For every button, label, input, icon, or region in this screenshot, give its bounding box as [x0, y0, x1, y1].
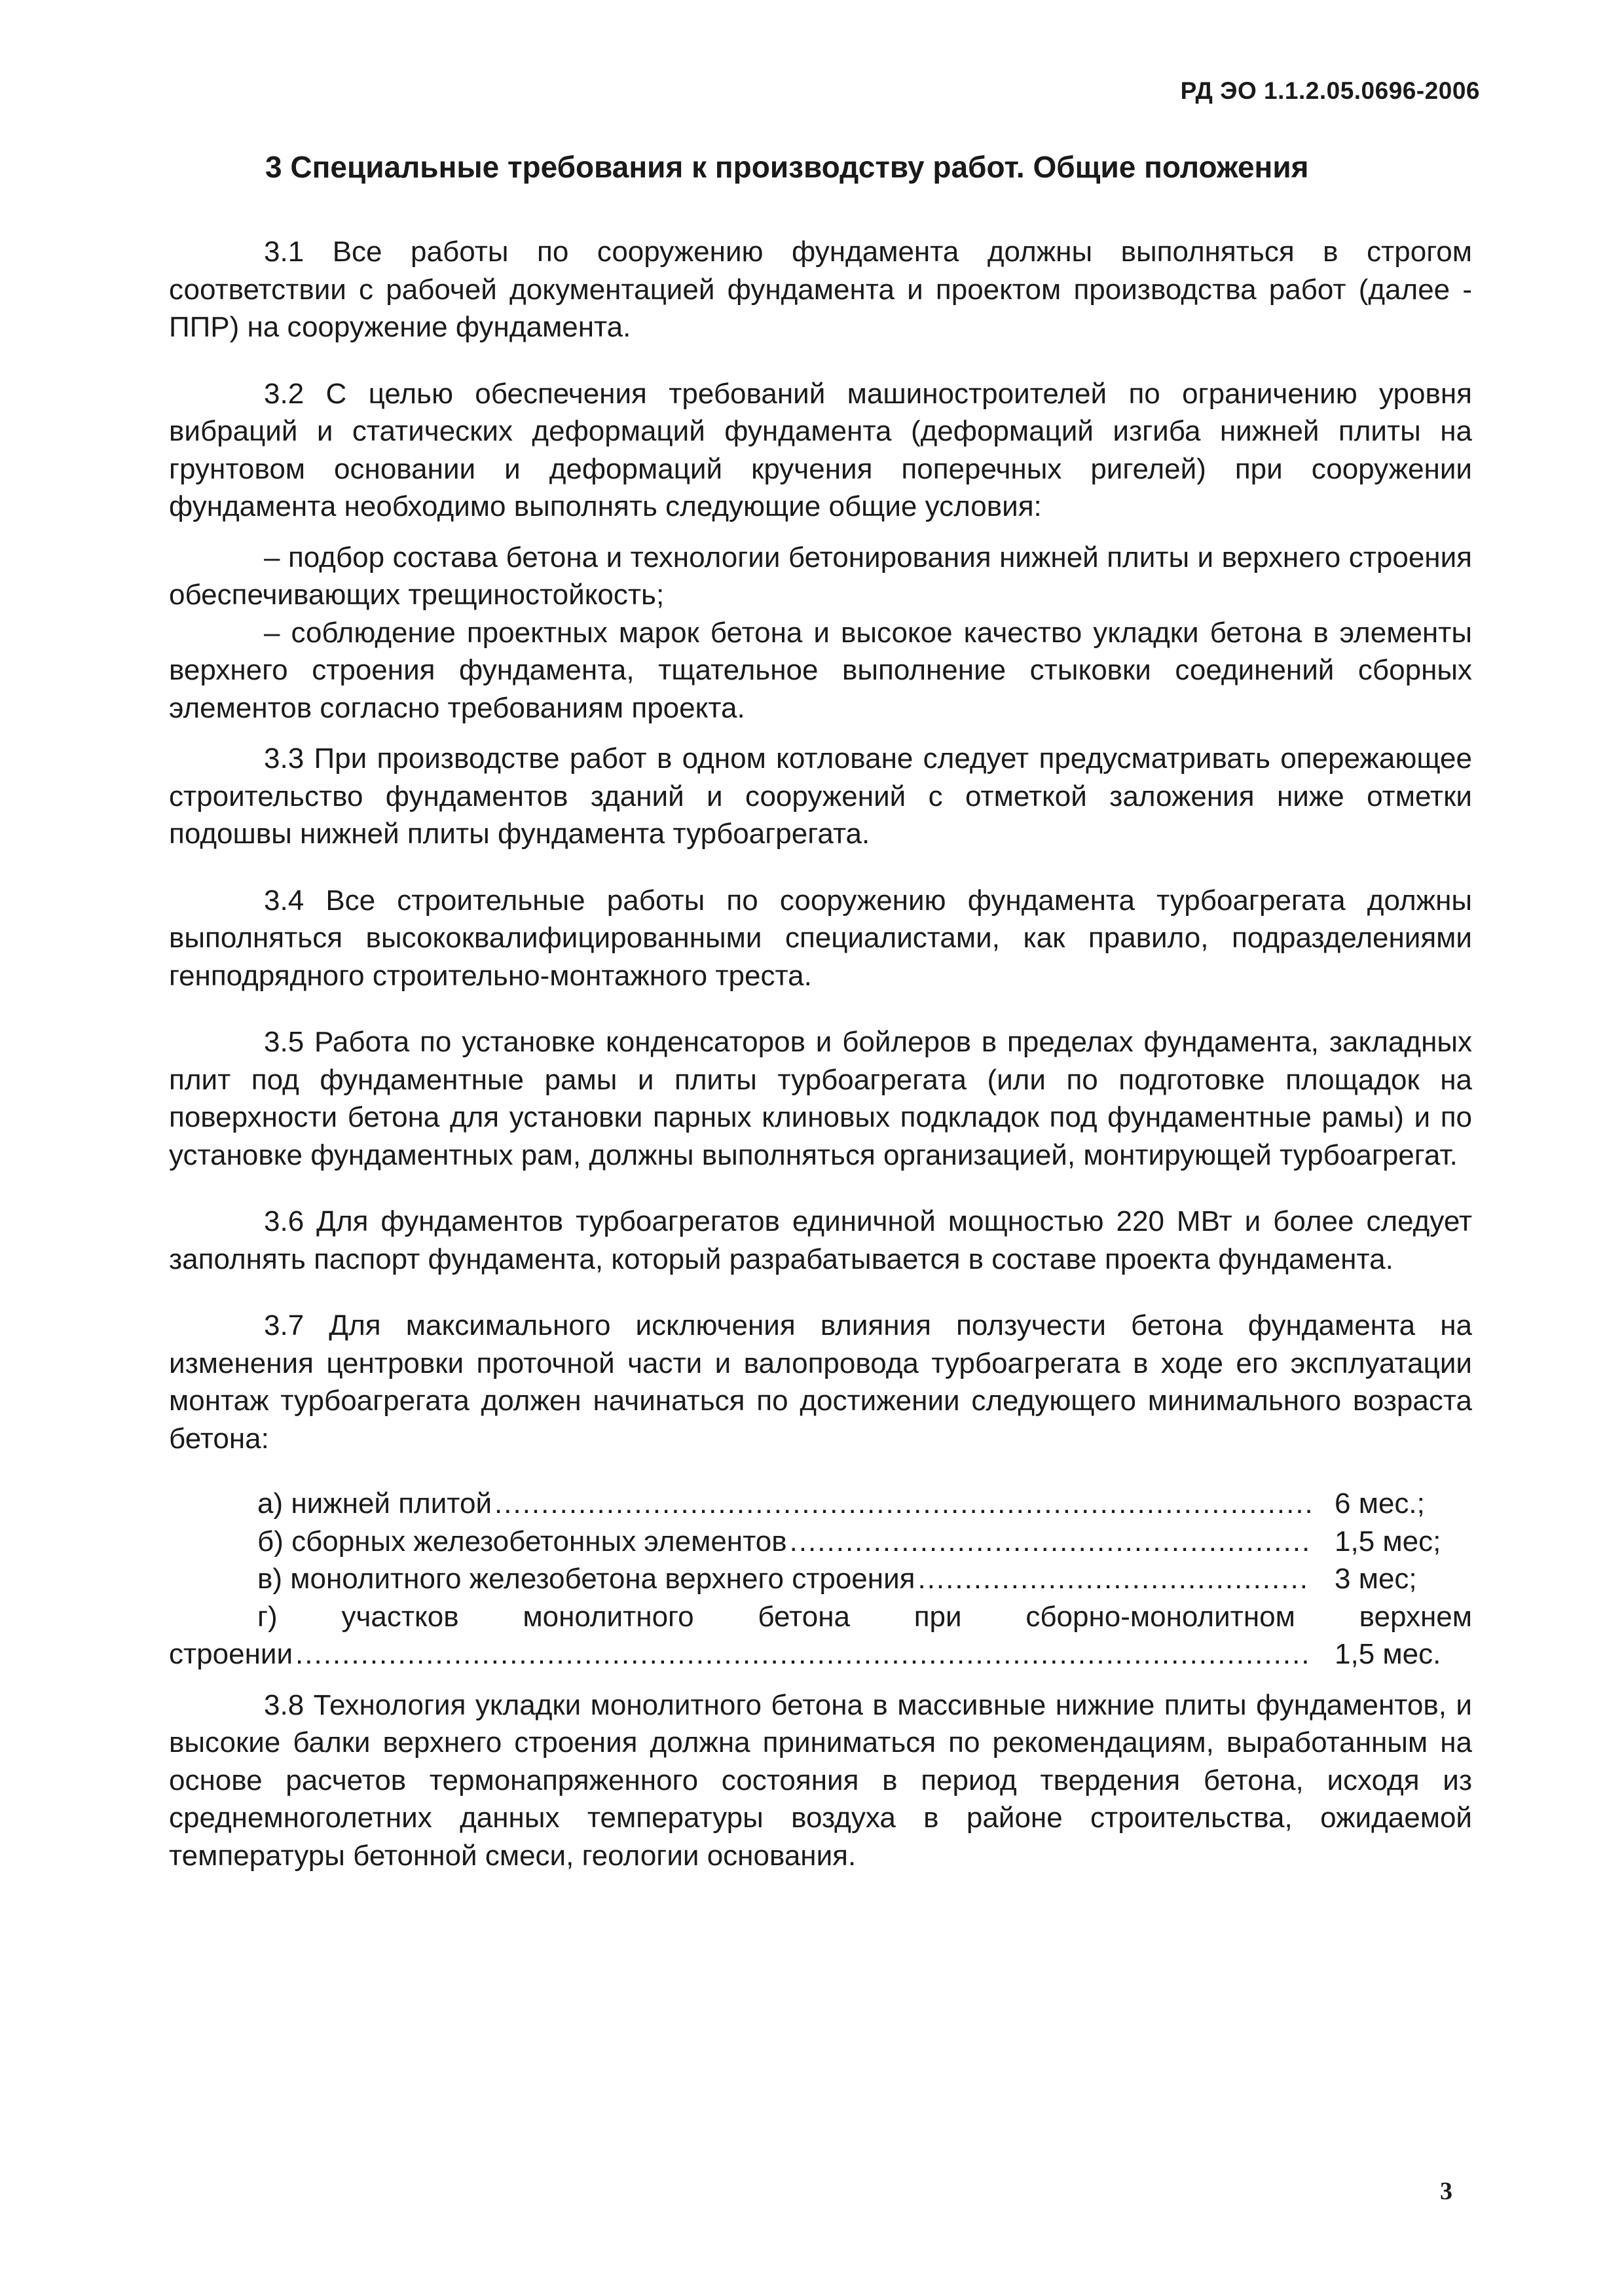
list-item-b-value: 1,5 мес; — [1335, 1525, 1441, 1558]
list-item-d-word: при — [913, 1600, 962, 1633]
list-item-d-value: 1,5 мес. — [1335, 1638, 1441, 1670]
list-item-a — [169, 1485, 1472, 1523]
list-item-c-label: в) монолитного железобетона верхнего строения — [257, 1563, 915, 1595]
list-item-d-word: монолитного — [523, 1600, 694, 1633]
list-item-b-label: б) сборных железобетонных элементов — [257, 1525, 787, 1558]
page-number: 3 — [1440, 2178, 1452, 2205]
concrete-age-list — [169, 1485, 1472, 1673]
list-item-b — [169, 1523, 1472, 1561]
paragraph-3-8: 3.8 Технология укладки монолитного бетона в массивные нижние плиты фундаментов, и высокие балки верхнего строения должна приниматься по рекомендациям, выработанным на основе расчетов термонапряженного состояния в период твердения бетона, исходя из среднемноголетних данных температуры воздуха в районе строительства, ожидаемой температуры бетонной смеси, геологии основания. — [169, 1688, 1472, 1872]
list-item-d-word: участков — [341, 1600, 459, 1633]
paragraph-3-2-item-1: – подбор состава бетона и технологии бетонирования нижней плиты и верхнего строения обеспечивающих трещиностойкость; — [169, 541, 1472, 611]
leader-dots — [295, 1635, 1311, 1673]
document-code: РД ЭО 1.1.2.05.0696-2006 — [1180, 77, 1480, 104]
list-item-d-word: верхнем — [1359, 1600, 1472, 1633]
list-item-d-continuation — [169, 1635, 1472, 1673]
list-item-d-word: бетона — [758, 1600, 850, 1633]
paragraph-3-4: 3.4 Все строительные работы по сооружению фундамента турбоагрегата должны выполняться высококвалифицированными специалистами, как правило, подразделениями генподрядного строительно-монтажного треста. — [169, 884, 1472, 992]
paragraph-3-6: 3.6 Для фундаментов турбоагрегатов единичной мощностью 220 МВт и более следует заполнять паспорт фундамента, который разрабатывается в составе проекта фундамента. — [169, 1205, 1472, 1275]
paragraph-3-3: 3.3 При производстве работ в одном котловане следует предусматривать опережающее строительство фундаментов зданий и сооружений с отметкой заложения ниже отметки подошвы нижней плиты фундамента турбоагрегата. — [169, 742, 1472, 850]
list-item-d — [169, 1598, 1472, 1636]
leader-dots — [494, 1485, 1311, 1523]
list-item-a-label: а) нижней плитой — [257, 1487, 492, 1520]
leader-dots — [917, 1560, 1311, 1598]
leader-dots — [790, 1523, 1311, 1561]
paragraph-3-5: 3.5 Работа по установке конденсаторов и бойлеров в пределах фундамента, закладных плит под фундаментные рамы и плиты турбоагрегата (или по подготовке площадок на поверхности бетона для установки парных клиновых подкладок под фундаментные рамы) и по установке фундаментных рам, должны выполняться организацией, монтирующей турбоагрегат. — [169, 1026, 1472, 1171]
section-heading: 3 Специальные требования к производству работ. Общие положения — [265, 150, 1309, 184]
paragraph-3-7: 3.7 Для максимального исключения влияния ползучести бетона фундамента на изменения центровки проточной части и валопровода турбоагрегата в ходе его эксплуатации монтаж турбоагрегата должен начинаться по достижении следующего минимального возраста бетона: — [169, 1309, 1472, 1455]
list-item-c-value: 3 мес; — [1335, 1563, 1417, 1595]
list-item-d-word: сборно-монолитном — [1025, 1600, 1295, 1633]
paragraph-3-1: 3.1 Все работы по сооружению фундамента должны выполняться в строгом соответствии с рабочей документацией фундамента и проектом производства работ (далее - ППР) на сооружение фундамента. — [169, 236, 1472, 343]
document-body — [169, 233, 1472, 1874]
paragraph-3-2-item-2: – соблюдение проектных марок бетона и высокое качество укладки бетона в элементы верхнего строения фундамента, тщательное выполнение стыковки соединений сборных элементов согласно требованиям проекта. — [169, 616, 1472, 724]
list-item-c — [169, 1560, 1472, 1598]
paragraph-3-2: 3.2 С целью обеспечения требований машиностроителей по ограничению уровня вибраций и статических деформаций фундамента (деформаций изгиба нижней плиты на грунтовом основании и деформаций кручения поперечных ригелей) при сооружении фундамента необходимо выполнять следующие общие условия: — [169, 377, 1472, 522]
list-item-d-word: г) — [257, 1600, 278, 1633]
list-item-a-value: 6 мес.; — [1335, 1487, 1425, 1520]
list-item-d-cont-label: строении — [169, 1638, 293, 1670]
